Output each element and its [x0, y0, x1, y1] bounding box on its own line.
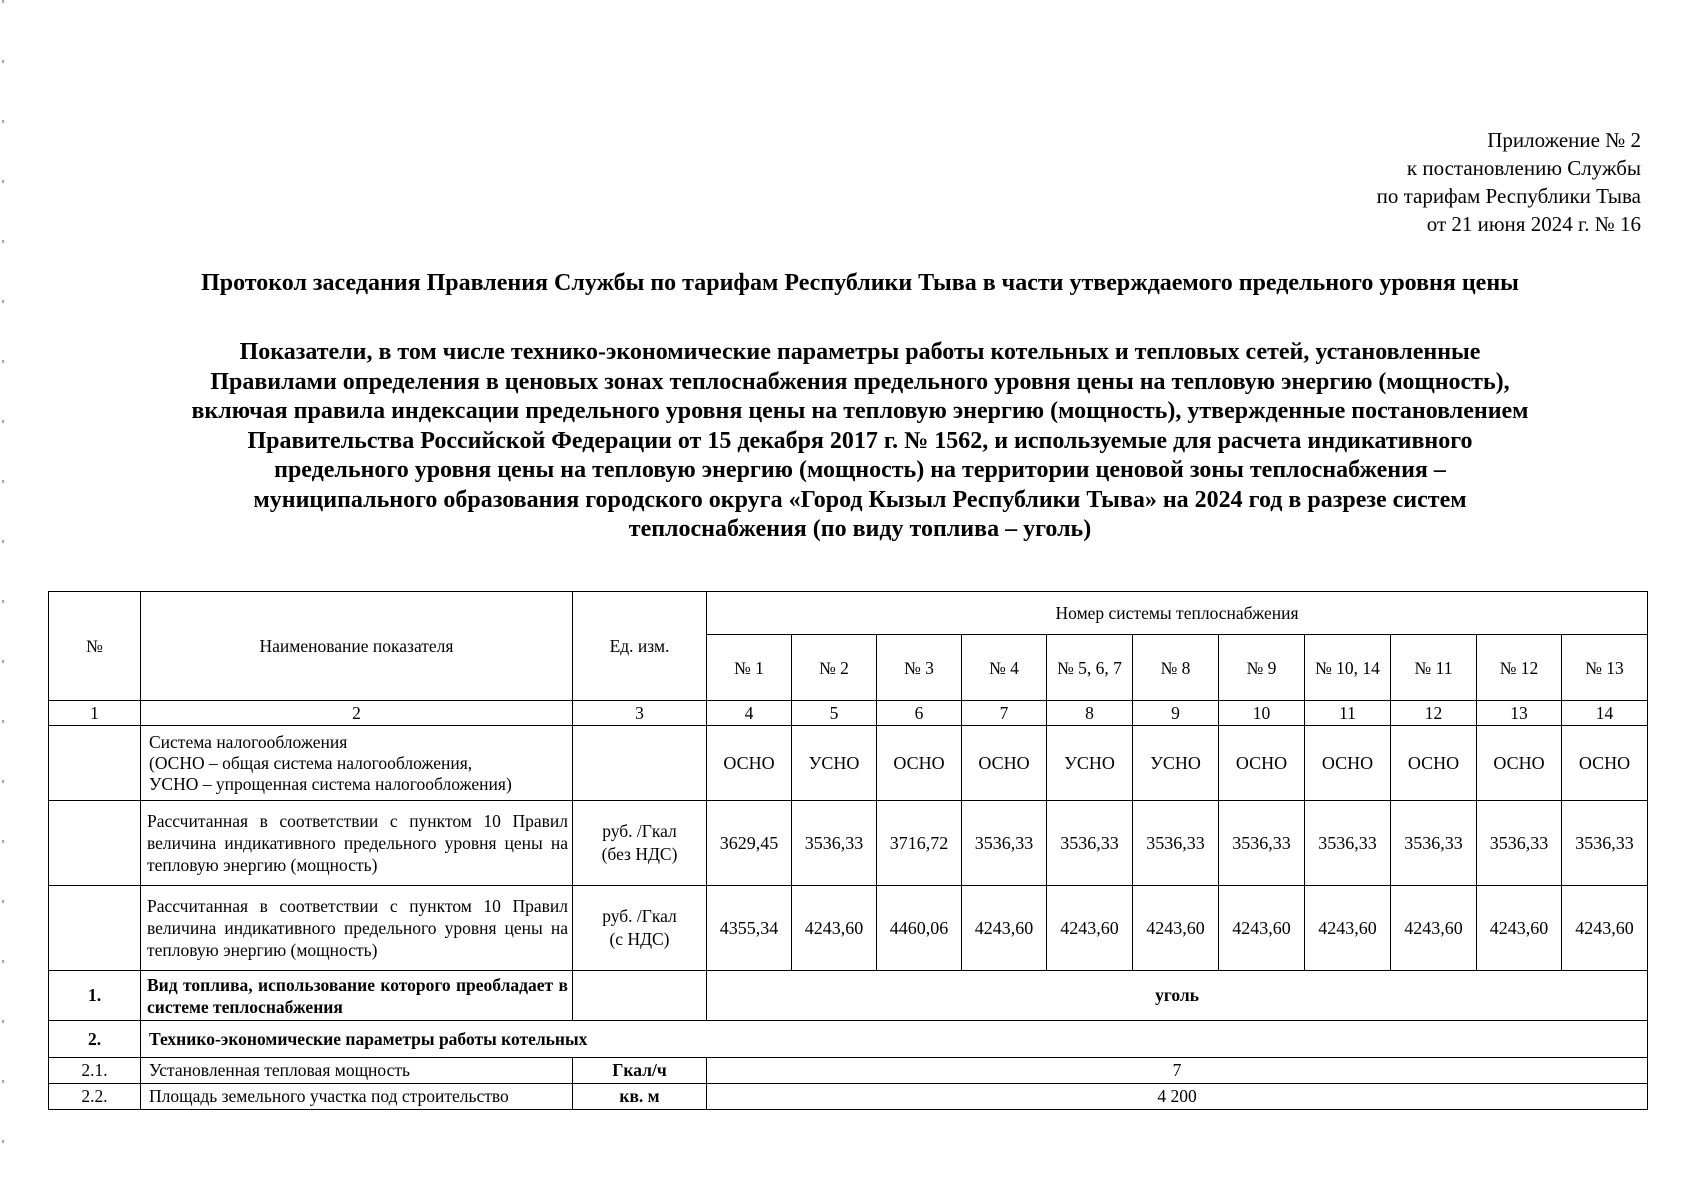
table-row-2-2	[49, 1084, 1648, 1110]
header-system: № 1	[707, 635, 792, 701]
price-value: 4243,60	[1305, 886, 1391, 971]
column-number: 1	[49, 701, 141, 726]
tax-name-line: Система налогообложения	[149, 731, 348, 752]
column-number: 6	[877, 701, 962, 726]
price-value: 3716,72	[877, 801, 962, 886]
document-description	[40, 338, 1680, 545]
tax-value: ОСНО	[1219, 726, 1305, 801]
header-system: № 8	[1133, 635, 1219, 701]
annex-line: от 21 июня 2024 г. № 16	[1426, 212, 1641, 236]
description-line: Правительства Российской Федерации от 15 декабря 2017 г. № 1562, и используемые для расчета индикативного	[247, 427, 1473, 454]
column-number: 5	[792, 701, 877, 726]
row-no-cell	[49, 726, 141, 801]
fuel-value: уголь	[707, 971, 1648, 1021]
header-system: № 4	[962, 635, 1047, 701]
table-row-2-1	[49, 1058, 1648, 1084]
column-number-row	[49, 701, 1648, 726]
column-number: 9	[1133, 701, 1219, 726]
tax-value: ОСНО	[1391, 726, 1477, 801]
unit-line: (без НДС)	[601, 844, 678, 864]
description-line: предельного уровня цены на тепловую энергию (мощность) на территории ценовой зоны теплоснабжения –	[274, 457, 1446, 483]
row-unit-cell: Гкал/ч	[573, 1058, 707, 1084]
price-value: 4243,60	[1562, 886, 1648, 971]
table-row-price-vat	[49, 886, 1648, 971]
unit-line: руб. /Гкал	[602, 906, 677, 926]
column-number: 13	[1477, 701, 1562, 726]
header-systems-group: Номер системы теплоснабжения	[707, 592, 1648, 635]
price-value: 4243,60	[962, 886, 1047, 971]
header-system: № 2	[792, 635, 877, 701]
annex-line: по тарифам Республики Тыва	[1376, 184, 1641, 208]
price-value: 3536,33	[1219, 801, 1305, 886]
header-system: № 9	[1219, 635, 1305, 701]
price-value: 3536,33	[1562, 801, 1648, 886]
description-line: муниципального образования городского округа «Город Кызыл Республики Тыва» на 2024 год в разрезе систем	[253, 486, 1467, 513]
price-value: 4243,60	[1047, 886, 1133, 971]
table-row-section-2	[49, 1021, 1648, 1058]
description-line: Правилами определения в ценовых зонах теплоснабжения предельного уровня цены на тепловую энергию (мощность),	[210, 368, 1510, 395]
tax-value: УСНО	[1047, 726, 1133, 801]
column-number: 11	[1305, 701, 1391, 726]
column-number: 8	[1047, 701, 1133, 726]
scan-edge-marks	[2, 0, 4, 1200]
column-number: 14	[1562, 701, 1648, 726]
section-title: Технико-экономические параметры работы котельных	[141, 1021, 1648, 1058]
tax-value: ОСНО	[877, 726, 962, 801]
header-name: Наименование показателя	[141, 592, 573, 701]
row-unit-cell	[573, 801, 707, 886]
price-value: 3536,33	[1305, 801, 1391, 886]
tax-value: УСНО	[1133, 726, 1219, 801]
table-row-fuel	[49, 971, 1648, 1021]
column-number: 7	[962, 701, 1047, 726]
row-no-cell	[49, 801, 141, 886]
row-name-cell: Площадь земельного участка под строительство	[141, 1084, 573, 1110]
tax-name-line: УСНО – упрощенная система налогообложения)	[149, 773, 512, 794]
price-value: 3536,33	[1391, 801, 1477, 886]
column-number: 4	[707, 701, 792, 726]
indicators-table	[48, 591, 1648, 1110]
price-value: 4243,60	[1391, 886, 1477, 971]
annex-line: к постановлению Службы	[1406, 156, 1641, 180]
row-name-cell: Установленная тепловая мощность	[141, 1058, 573, 1084]
row-name-cell: Рассчитанная в соответствии с пунктом 10 Правил величина индикативного предельного уровня цены на тепловую энергию (мощность)	[141, 886, 573, 971]
row-no-cell: 2.1.	[49, 1058, 141, 1084]
row-name-cell: Рассчитанная в соответствии с пунктом 10 Правил величина индикативного предельного уровня цены на тепловую энергию (мощность)	[141, 801, 573, 886]
annex-block	[1377, 126, 1641, 238]
column-number: 12	[1391, 701, 1477, 726]
row-no-cell: 2.2.	[49, 1084, 141, 1110]
tax-value: ОСНО	[707, 726, 792, 801]
description-line: теплоснабжения (по виду топлива – уголь)	[628, 516, 1092, 542]
price-value: 3536,33	[1047, 801, 1133, 886]
unit-line: (с НДС)	[609, 929, 670, 949]
header-unit: Ед. изм.	[573, 592, 707, 701]
row-unit-cell	[573, 971, 707, 1021]
header-no: №	[49, 592, 141, 701]
tax-value: ОСНО	[1477, 726, 1562, 801]
table-header-row	[49, 592, 1648, 635]
header-system: № 10, 14	[1305, 635, 1391, 701]
header-system: № 3	[877, 635, 962, 701]
table-row-price-no-vat	[49, 801, 1648, 886]
row-unit-cell	[573, 726, 707, 801]
table-row-tax-system	[49, 726, 1648, 801]
column-number: 3	[573, 701, 707, 726]
header-system: № 13	[1562, 635, 1648, 701]
description-line: включая правила индексации предельного уровня цены на тепловую энергию (мощность), утвержденные постановлением	[191, 398, 1529, 424]
price-value: 3536,33	[792, 801, 877, 886]
header-system: № 5, 6, 7	[1047, 635, 1133, 701]
price-value: 4243,60	[1219, 886, 1305, 971]
price-value: 3536,33	[962, 801, 1047, 886]
row-value: 7	[707, 1058, 1648, 1084]
tax-value: ОСНО	[962, 726, 1047, 801]
row-name-cell	[141, 726, 573, 801]
price-value: 4243,60	[792, 886, 877, 971]
annex-line: Приложение № 2	[1487, 128, 1641, 152]
price-value: 4243,60	[1133, 886, 1219, 971]
column-number: 2	[141, 701, 573, 726]
header-system: № 11	[1391, 635, 1477, 701]
price-value: 4355,34	[707, 886, 792, 971]
price-value: 4460,06	[877, 886, 962, 971]
description-line: Показатели, в том числе технико-экономические параметры работы котельных и тепловых сетей, установленные	[239, 339, 1481, 365]
tax-name-line: (ОСНО – общая система налогообложения,	[149, 752, 473, 773]
header-system: № 12	[1477, 635, 1562, 701]
price-value: 4243,60	[1477, 886, 1562, 971]
tax-value: ОСНО	[1305, 726, 1391, 801]
row-value: 4 200	[707, 1084, 1648, 1110]
price-value: 3629,45	[707, 801, 792, 886]
row-no-cell: 1.	[49, 971, 141, 1021]
row-no-cell	[49, 886, 141, 971]
row-name-cell: Вид топлива, использование которого преобладает в системе теплоснабжения	[141, 971, 573, 1021]
row-no-cell: 2.	[49, 1021, 141, 1058]
unit-line: руб. /Гкал	[602, 821, 677, 841]
price-value: 3536,33	[1477, 801, 1562, 886]
tax-value: УСНО	[792, 726, 877, 801]
row-unit-cell	[573, 886, 707, 971]
column-number: 10	[1219, 701, 1305, 726]
document-title: Протокол заседания Правления Службы по тарифам Республики Тыва в части утверждаемого предельного уровня цены	[201, 270, 1519, 296]
tax-value: ОСНО	[1562, 726, 1648, 801]
row-unit-cell: кв. м	[573, 1084, 707, 1110]
price-value: 3536,33	[1133, 801, 1219, 886]
